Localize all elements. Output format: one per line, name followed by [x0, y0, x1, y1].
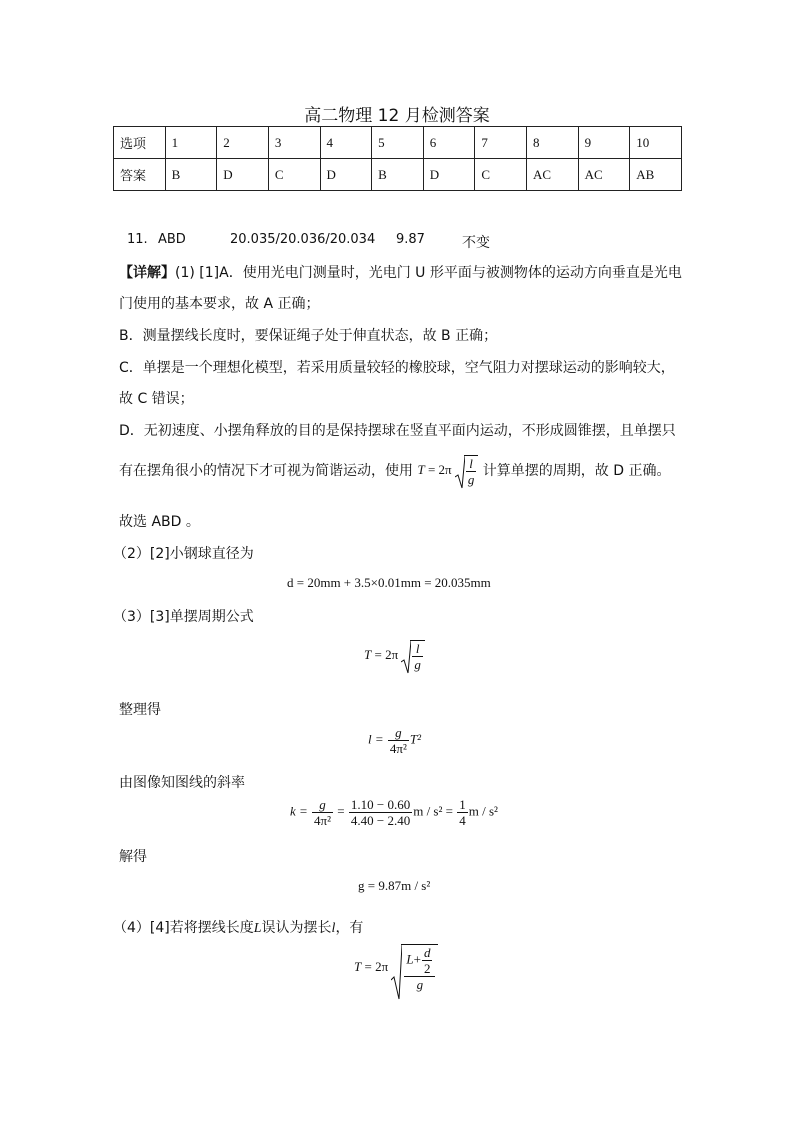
math-symbol: 4π²	[389, 741, 407, 756]
sqrt	[391, 944, 438, 992]
answer-table	[113, 126, 682, 191]
detail-line	[119, 262, 682, 282]
table-cell: 5	[372, 127, 424, 159]
section-text: 解得	[119, 849, 147, 865]
math-symbol: m / s²	[413, 803, 443, 819]
radicand	[410, 640, 425, 672]
fraction	[412, 641, 423, 672]
math-symbol: g	[414, 657, 421, 672]
sqrt	[401, 640, 425, 672]
radical-sign	[391, 944, 402, 1000]
math-symbol: g	[388, 725, 409, 741]
detail-tag: 【详解】	[119, 265, 175, 281]
table-cell: D	[423, 159, 475, 191]
table-cell: 6	[423, 127, 475, 159]
section-heading: （3）[3]单摆周期公式	[113, 609, 254, 625]
math-symbol: = 2π	[427, 461, 452, 477]
table-cell: 1	[165, 127, 217, 159]
answer-2: 20.035/20.036/20.034	[230, 232, 376, 247]
math-symbol: = 2π	[374, 646, 399, 662]
answer-4: 不变	[462, 235, 490, 251]
radical-sign	[401, 640, 411, 674]
fraction	[466, 456, 477, 487]
table-cell: 9	[578, 127, 630, 159]
math-symbol: = 2π	[364, 958, 389, 974]
table-row	[114, 127, 682, 159]
table-cell: AB	[630, 159, 682, 191]
answer-1: ABD	[158, 232, 186, 247]
math-symbol: 4	[459, 813, 466, 828]
detail-line: D．无初速度、小摆角释放的目的是保持摆球在竖直平面内运动，不形成圆锥摆，且单摆只	[119, 423, 676, 439]
table-cell: C	[268, 159, 320, 191]
math-symbol: +	[413, 951, 421, 967]
table-cell: B	[372, 159, 424, 191]
math-symbol: l	[466, 456, 477, 472]
section-heading	[113, 917, 363, 937]
math-symbol: g	[312, 797, 333, 813]
fraction	[422, 945, 433, 976]
table-cell: AC	[527, 159, 579, 191]
page-title: 高二物理 12 月检测答案	[304, 106, 490, 126]
fraction	[388, 725, 409, 756]
detail-line: C．单摆是一个理想化模型，若采用质量较轻的橡胶球，空气阻力对摆球运动的影响较大，	[119, 360, 675, 376]
radical-sign	[455, 455, 465, 489]
detail-line	[119, 455, 670, 487]
math-symbol: g	[416, 977, 424, 992]
math-symbol: 4.40 − 2.40	[350, 813, 411, 828]
detail-line: 故 C 错误；	[119, 391, 194, 407]
answer-3: 9.87	[396, 232, 425, 247]
detail-text: 计算单摆的周期，故 D 正确。	[482, 463, 671, 479]
fraction	[349, 797, 412, 828]
table-cell: C	[475, 159, 527, 191]
table-cell: 3	[268, 127, 320, 159]
equation-diameter: d = 20mm + 3.5×0.01mm = 20.035mm	[287, 575, 491, 590]
math-symbol: 4π²	[314, 813, 332, 828]
table-cell: B	[165, 159, 217, 191]
math-symbol: T	[354, 958, 362, 974]
detail-line: 故选 ABD 。	[119, 514, 200, 530]
section-text: ，有	[335, 920, 364, 936]
equation-g: g = 9.87m / s²	[358, 878, 431, 893]
section-text: 误认为摆长	[261, 920, 332, 936]
math-symbol: T²	[409, 731, 421, 747]
section-text: （4）[4]若将摆线长度	[113, 920, 254, 936]
equation-period	[364, 640, 425, 672]
equation-period-corrected	[354, 944, 438, 992]
math-symbol: l	[412, 641, 423, 657]
detail-line: B．测量摆线长度时，要保证绳子处于伸直状态，故 B 正确；	[119, 328, 498, 344]
math-symbol: T	[417, 461, 425, 477]
math-symbol: =	[337, 803, 345, 819]
table-row	[114, 159, 682, 191]
table-cell: 2	[217, 127, 269, 159]
math-symbol: m / s²	[468, 803, 498, 819]
table-cell: AC	[578, 159, 630, 191]
radicand	[464, 455, 479, 487]
section-heading: （2）[2]小钢球直径为	[113, 546, 254, 562]
math-symbol: 1.10 − 0.60	[350, 797, 411, 812]
table-cell: 8	[527, 127, 579, 159]
sqrt	[455, 455, 479, 487]
math-symbol: l	[331, 921, 336, 936]
detail-text: (1) [1]A．使用光电门测量时，光电门 U 形平面与被测物体的运动方向垂直是光电	[175, 265, 682, 281]
table-cell: 7	[475, 127, 527, 159]
table-cell: 4	[320, 127, 372, 159]
table-cell: D	[320, 159, 372, 191]
numerator	[404, 945, 435, 977]
table-cell: 10	[630, 127, 682, 159]
section-text: 整理得	[119, 702, 161, 718]
detail-text: 有在摆角很小的情况下才可视为简谐运动，使用	[119, 463, 413, 479]
math-symbol: =	[445, 803, 453, 819]
math-symbol: T	[364, 646, 372, 662]
radicand	[401, 944, 438, 992]
math-symbol: k =	[290, 803, 308, 819]
fraction	[457, 797, 468, 828]
table-cell: 选项	[114, 127, 166, 159]
question-number: 11.	[127, 232, 148, 247]
math-symbol: g	[467, 472, 475, 487]
table-cell: D	[217, 159, 269, 191]
detail-line: 门使用的基本要求，故 A 正确；	[119, 296, 320, 312]
table-cell: 答案	[114, 159, 166, 191]
math-symbol: l =	[368, 731, 384, 747]
math-symbol: L	[253, 921, 262, 936]
fraction	[312, 797, 333, 828]
math-symbol: d	[423, 945, 431, 960]
fraction	[404, 945, 435, 992]
equation-slope	[290, 797, 498, 828]
section-text: 由图像知图线的斜率	[119, 775, 245, 791]
equation-length	[368, 725, 421, 756]
inline-formula	[417, 455, 478, 487]
math-symbol: L	[406, 951, 414, 967]
math-symbol: 1	[459, 797, 466, 812]
math-symbol: 2	[423, 961, 431, 976]
